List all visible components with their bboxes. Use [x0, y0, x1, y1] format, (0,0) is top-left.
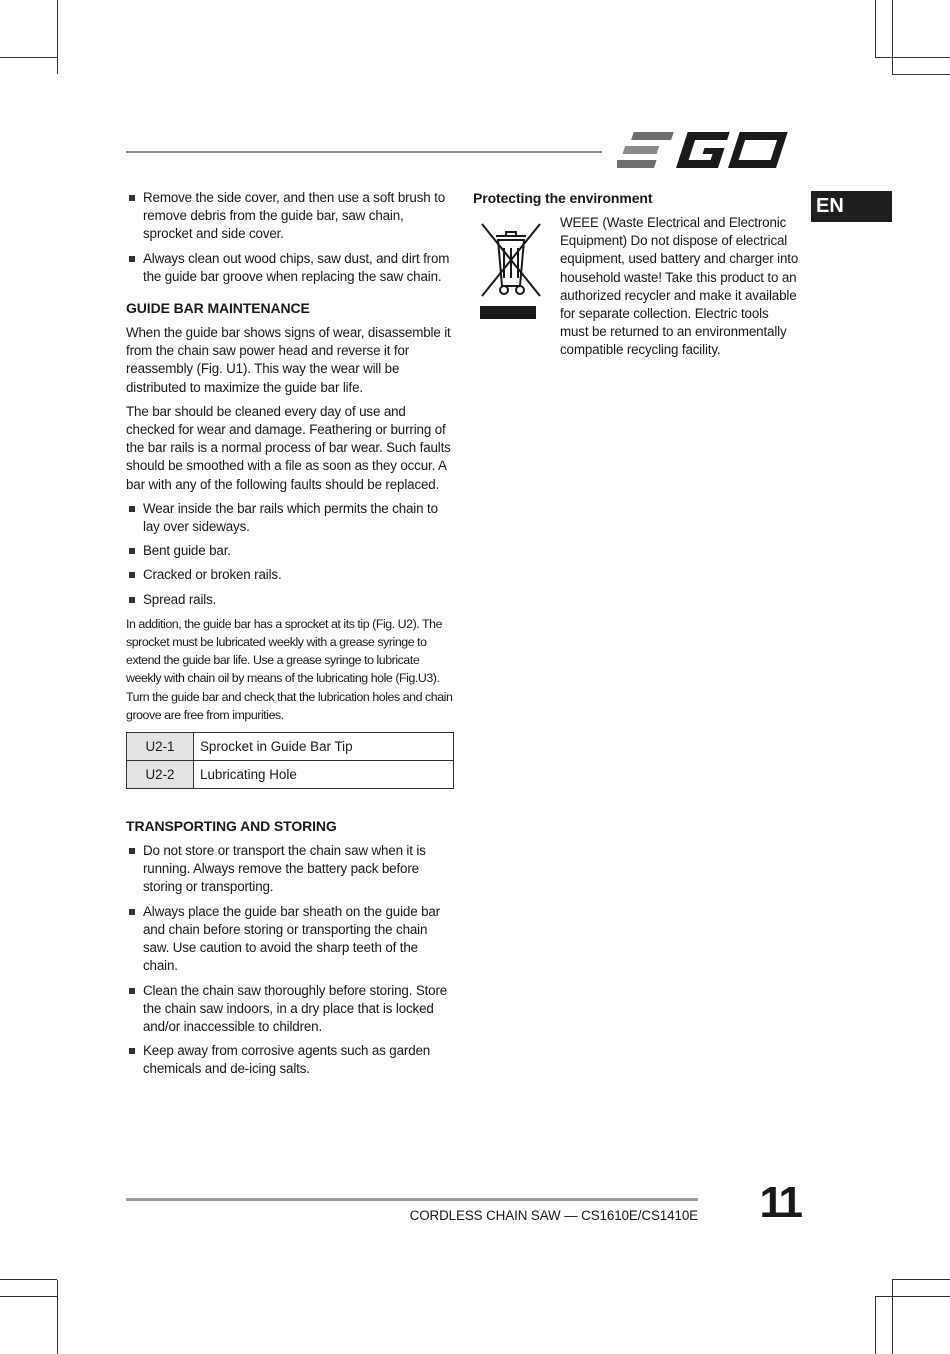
parts-table: [126, 732, 454, 789]
crop-mark: [57, 1280, 58, 1354]
guide-bar-para-3: In addition, the guide bar has a sprocket at its tip (Fig. U2). The sprocket must be lubricated weekly with a grease syringe to extend the guide bar life. Use a grease syringe to lubricate weekly with chain oil by means of the lubricating hole (Fig.U3). Turn the guide bar and check that the lubrication holes and chain groove are free from impurities.: [126, 616, 453, 722]
crop-mark: [875, 1296, 950, 1297]
footer-rule: [126, 1198, 698, 1201]
table-row: [127, 761, 454, 789]
transport-heading: TRANSPORTING AND STORING: [126, 818, 337, 835]
right-column: [473, 189, 799, 358]
crop-mark: [875, 57, 950, 58]
transport-bullet-list: [126, 842, 454, 1078]
left-column: [126, 189, 454, 1085]
environment-heading: Protecting the environment: [473, 190, 653, 206]
part-code: U2-1: [127, 733, 194, 761]
list-item: Wear inside the bar rails which permits the chain to lay over sideways.: [126, 500, 454, 536]
faults-bullet-list: [126, 500, 454, 609]
bullet-square-icon: [129, 256, 135, 262]
weee-crossed-bin-icon: [480, 222, 542, 322]
weee-paragraph: WEEE (Waste Electrical and Electronic Equipment) Do not dispose of electrical equipment, used battery and charger into household waste! Take this product to an authorized recycler and make it available for separate collection. Electric tools must be returned to an environmentally compatible recycling facility.: [560, 215, 799, 358]
crop-mark: [875, 0, 876, 57]
bullet-square-icon: [129, 572, 135, 578]
crop-mark: [892, 1279, 950, 1280]
list-item: Remove the side cover, and then use a soft brush to remove debris from the guide bar, saw chain, sprocket and side cover.: [126, 189, 454, 244]
guide-bar-para-1: When the guide bar shows signs of wear, disassemble it from the chain saw power head and reverse it for reassembly (Fig. U1). This way the wear will be distributed to maximize the guide bar life.: [126, 325, 451, 395]
crop-mark: [892, 1279, 893, 1354]
table-row: [127, 733, 454, 761]
intro-bullet-list: [126, 189, 454, 286]
bullet-square-icon: [129, 909, 135, 915]
ego-logo: [617, 128, 801, 172]
language-tab: EN: [811, 191, 892, 222]
list-item: Clean the chain saw thoroughly before storing. Store the chain saw indoors, in a dry place that is locked and/or inaccessible to children.: [126, 982, 454, 1037]
crop-mark: [0, 1296, 57, 1297]
footer-title: CORDLESS CHAIN SAW — CS1610E/CS1410E: [409, 1208, 698, 1223]
header-rule: [126, 151, 602, 153]
crop-mark: [892, 0, 893, 74]
list-item: Cracked or broken rails.: [126, 566, 454, 584]
list-item: Bent guide bar.: [126, 542, 454, 560]
part-description: Lubricating Hole: [194, 761, 454, 789]
part-description: Sprocket in Guide Bar Tip: [194, 733, 454, 761]
bullet-square-icon: [129, 988, 135, 994]
list-item: Keep away from corrosive agents such as garden chemicals and de-icing salts.: [126, 1042, 454, 1078]
bullet-square-icon: [129, 1048, 135, 1054]
list-item: Always place the guide bar sheath on the guide bar and chain before storing or transporting the chain saw. Use caution to avoid the sharp teeth of the chain.: [126, 903, 454, 976]
list-item: Do not store or transport the chain saw when it is running. Always remove the battery pack before storing or transporting.: [126, 842, 454, 897]
crop-mark: [875, 1296, 876, 1354]
guide-bar-heading: GUIDE BAR MAINTENANCE: [126, 300, 310, 317]
crop-mark: [57, 0, 58, 74]
bullet-square-icon: [129, 506, 135, 512]
bullet-square-icon: [129, 848, 135, 854]
bullet-square-icon: [129, 195, 135, 201]
list-item: Always clean out wood chips, saw dust, and dirt from the guide bar groove when replacing the saw chain.: [126, 250, 454, 286]
crop-mark: [0, 1279, 57, 1280]
crop-mark: [0, 57, 57, 58]
list-item: Spread rails.: [126, 591, 454, 609]
guide-bar-para-2: The bar should be cleaned every day of use and checked for wear and damage. Feathering or burring of the bar rails is a normal process of bar wear. Such faults should be smoothed with a file as soon as they occur. A bar with any of the following faults should be replaced.: [126, 403, 451, 492]
crop-mark: [892, 74, 950, 75]
bullet-square-icon: [129, 597, 135, 603]
page-number: 11: [759, 1178, 800, 1227]
part-code: U2-2: [127, 761, 194, 789]
bullet-square-icon: [129, 548, 135, 554]
